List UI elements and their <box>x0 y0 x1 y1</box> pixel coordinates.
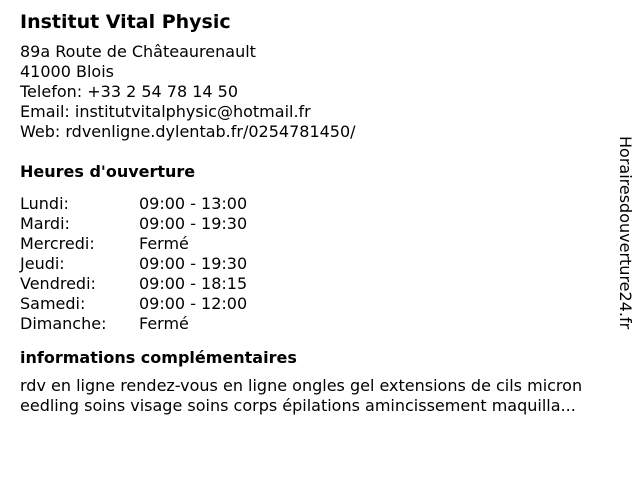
day-label: Dimanche: <box>20 314 107 333</box>
day-label: Lundi: <box>20 194 69 213</box>
website-address: Web: rdvenligne.dylentab.fr/0254781450/ <box>20 122 356 141</box>
time-value: 09:00 - 12:00 <box>139 294 248 313</box>
hours-row-monday <box>20 194 247 214</box>
time-value: 09:00 - 18:15 <box>139 274 248 293</box>
day-label: Mercredi: <box>20 234 95 253</box>
hours-row-wednesday <box>20 234 247 254</box>
hours-row-saturday <box>20 294 247 314</box>
hours-row-sunday <box>20 314 247 334</box>
additional-info-line-1: rdv en ligne rendez-vous en ligne ongles gel extensions de cils micron <box>20 376 583 395</box>
time-value: Fermé <box>139 234 189 253</box>
address-street: 89a Route de Châteaurenault <box>20 42 256 61</box>
additional-info-text <box>20 376 632 416</box>
time-value: 09:00 - 19:30 <box>139 254 248 273</box>
business-name: Institut Vital Physic <box>20 11 231 33</box>
hours-row-friday <box>20 274 247 294</box>
additional-info-line-2: eedling soins visage soins corps épilations amincissement maquilla... <box>20 396 576 415</box>
day-label: Samedi: <box>20 294 86 313</box>
hours-row-tuesday <box>20 214 247 234</box>
day-label: Mardi: <box>20 214 70 233</box>
email-address: Email: institutvitalphysic@hotmail.fr <box>20 102 311 121</box>
opening-hours-table <box>20 194 247 334</box>
time-value: 09:00 - 19:30 <box>139 214 248 233</box>
time-value: 09:00 - 13:00 <box>139 194 248 213</box>
business-card <box>20 10 620 416</box>
contact-block <box>20 42 620 142</box>
phone-number: Telefon: +33 2 54 78 14 50 <box>20 82 239 101</box>
time-value: Fermé <box>139 314 189 333</box>
additional-info-heading: informations complémentaires <box>20 348 297 367</box>
hours-row-thursday <box>20 254 247 274</box>
address-city: 41000 Blois <box>20 62 114 81</box>
opening-hours-heading: Heures d'ouverture <box>20 162 196 181</box>
source-watermark: Horairesdouverture24.fr <box>616 136 635 330</box>
day-label: Jeudi: <box>20 254 65 273</box>
day-label: Vendredi: <box>20 274 96 293</box>
